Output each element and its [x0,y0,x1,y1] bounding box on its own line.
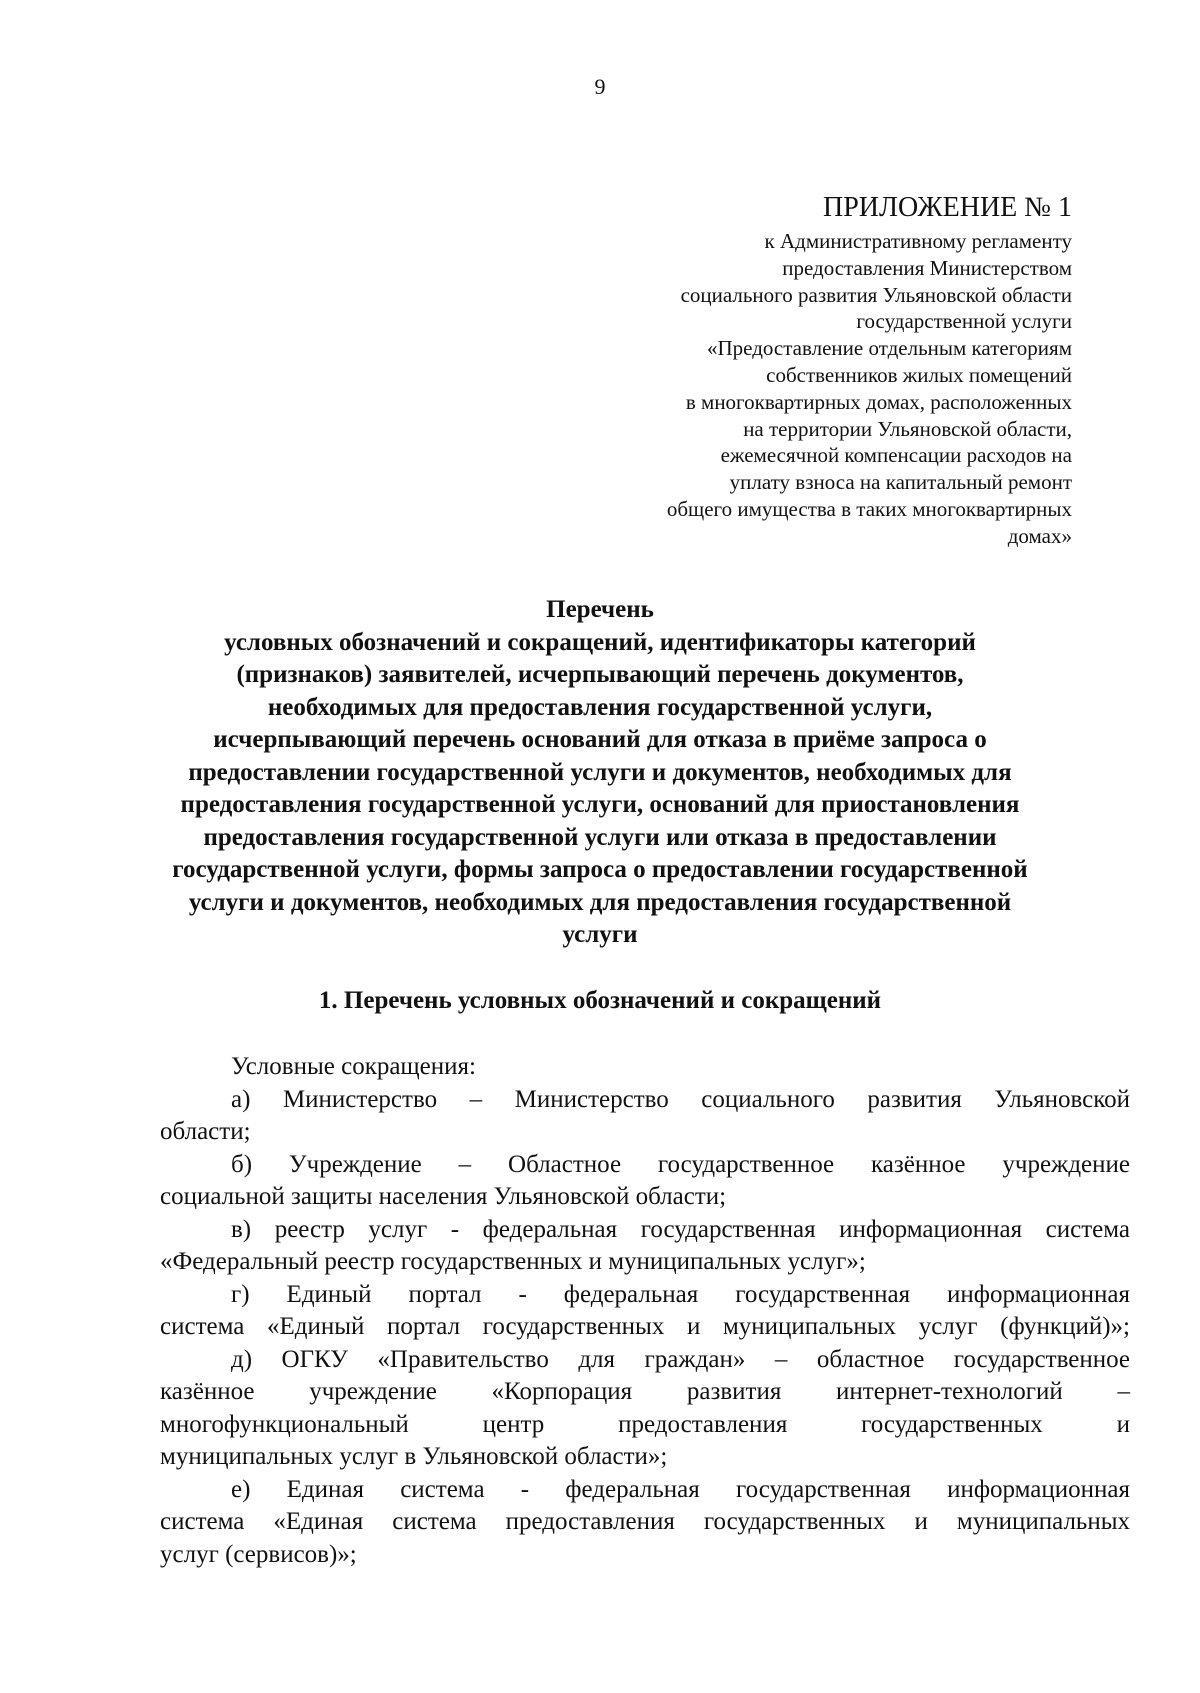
body-line: б) Учреждение – Областное государственное казённое учреждение [231,1150,1130,1178]
body-line: система «Единая система предоставления государственных и муниципальных [160,1508,1130,1535]
title-line: необходимых для предоставления государственной услуги, [267,693,933,721]
appendix-line: к Административному регламенту [764,229,1072,253]
body-line: «Федеральный реестр государственных и муниципальных услуг»; [160,1248,866,1275]
title-line: предоставлении государственной услуги и документов, необходимых для [188,758,1012,786]
title-line: государственной услуги, формы запроса о предоставлении государственной [172,856,1028,883]
body-line: система «Единый портал государственных и муниципальных услуг (функций)»; [160,1313,1130,1340]
title-line: (признаков) заявителей, исчерпывающий перечень документов, [236,661,964,688]
appendix-subtitle [552,228,1072,550]
body-line: социальной защиты населения Ульяновской области; [160,1183,727,1210]
body-line: д) ОГКУ «Правительство для граждан» – областное государственное [231,1345,1130,1373]
body-line: услуг (сервисов)»; [160,1540,357,1568]
body-line: е) Единая система - федеральная государственная информационная [231,1475,1130,1503]
body-line: казённое учреждение «Корпорация развития интернет-технологий – [160,1378,1130,1405]
body-line: в) реестр услуг - федеральная государственная информационная система [231,1215,1130,1243]
title-line: условных обозначений и сокращений, идентификаторы категорий [224,628,976,656]
document-title [140,594,1060,952]
appendix-line: ежемесячной компенсации расходов на [720,443,1072,468]
appendix-block [552,190,1072,550]
page-number: 9 [594,74,606,99]
body-line: г) Единый портал - федеральная государственная информационная [231,1280,1130,1308]
appendix-line: общего имущества в таких многоквартирных [666,496,1072,521]
appendix-line: уплату взноса на капитальный ремонт [729,470,1072,495]
section-heading: 1. Перечень условных обозначений и сокращений [318,987,882,1014]
appendix-line: собственников жилых помещений [766,362,1072,387]
section-body [160,1051,1130,1571]
appendix-title: ПРИЛОЖЕНИЕ № 1 [823,192,1072,223]
title-line: услуги [562,921,638,948]
appendix-line: на территории Ульяновской области, [743,416,1072,441]
title-line: исчерпывающий перечень оснований для отказа в приёме запроса о [213,726,987,753]
title-line: Перечень [546,596,654,623]
appendix-line: домах» [1007,523,1072,548]
body-line: муниципальных услуг в Ульяновской области»; [160,1443,668,1470]
title-line: предоставления государственной услуги, оснований для приостановления [180,791,1020,818]
body-line: многофункциональный центр предоставления государственных и [160,1410,1130,1438]
appendix-line: социального развития Ульяновской области [680,282,1072,307]
appendix-line: государственной услуги [856,309,1072,334]
body-line: Условные сокращения: [231,1053,476,1080]
body-line: а) Министерство – Министерство социального развития Ульяновской [231,1085,1130,1113]
appendix-line: предоставления Министерством [782,255,1072,280]
title-line: предоставления государственной услуги или отказа в предоставлении [203,823,997,851]
title-line: услуги и документов, необходимых для предоставления государственной [188,888,1012,916]
body-line: области; [160,1118,251,1145]
appendix-line: в многоквартирных домах, расположенных [685,389,1072,414]
appendix-line: «Предоставление отдельным категориям [707,336,1072,361]
